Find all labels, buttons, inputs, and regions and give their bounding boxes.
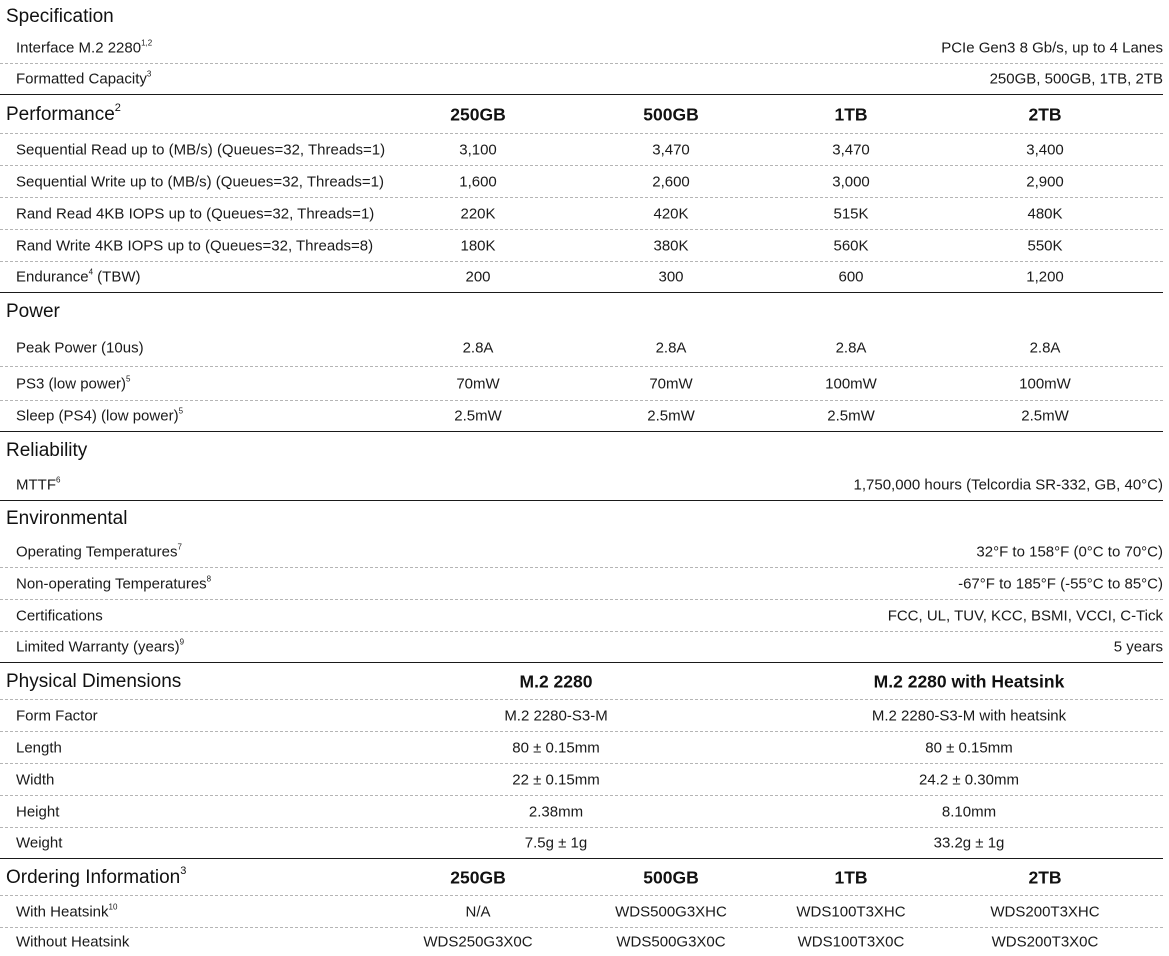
cell-2tb: WDS200T3X0C <box>991 933 1099 951</box>
specification-title: Specification <box>6 5 114 27</box>
col-header-2tb: 2TB <box>1028 867 1062 887</box>
cell-500gb: WDS500G3XHC <box>615 903 727 920</box>
row-label: Width <box>16 771 55 788</box>
cell-2tb: 1,200 <box>1026 268 1064 286</box>
cell-2tb: 3,400 <box>1026 141 1064 158</box>
row-label: With Heatsink$^{10}$ <box>16 902 118 920</box>
cell-2tb: 550K <box>1027 237 1063 254</box>
cell-500gb: 380K <box>653 237 689 254</box>
row-label: Height <box>16 803 60 820</box>
cell-2tb: 2,900 <box>1026 173 1064 190</box>
env-row-certifications <box>0 600 1163 632</box>
environmental-header <box>0 502 1163 536</box>
row-value: -67°F to 185°F (-55°C to 85°C) <box>958 575 1163 592</box>
row-value: 5 years <box>1113 638 1163 656</box>
ordering-header <box>0 860 1163 896</box>
order-row-without-heatsink <box>0 928 1163 956</box>
cell-1tb: 560K <box>833 237 869 254</box>
cell-500gb: 3,470 <box>652 141 690 158</box>
cell-250gb: 200 <box>465 268 491 286</box>
phys-row-length <box>0 732 1163 764</box>
row-label: Sequential Write up to (MB/s) (Queues=32, Threads=1) <box>16 173 384 190</box>
phys-row-form-factor <box>0 700 1163 732</box>
power-header <box>0 294 1163 330</box>
col-header-2tb: 2TB <box>1028 104 1062 124</box>
cell-1tb: 2.8A <box>835 339 867 357</box>
spec-row-interface <box>0 33 1163 64</box>
power-row-peak <box>0 330 1163 367</box>
env-row-operating <box>0 536 1163 568</box>
cell-250gb: 3,100 <box>459 141 497 158</box>
row-label: Peak Power (10us) <box>16 339 144 357</box>
performance-header <box>0 96 1163 134</box>
col-header-250gb: 250GB <box>450 104 506 124</box>
perf-row-seq-write <box>0 166 1163 198</box>
cell-m2-2280: 7.5g ± 1g <box>524 834 588 852</box>
cell-2tb: 2.8A <box>1029 339 1061 357</box>
row-label: Certifications <box>16 607 103 624</box>
col-header-500gb: 500GB <box>643 867 699 887</box>
cell-250gb: 180K <box>460 237 496 254</box>
reliability-header <box>0 433 1163 469</box>
cell-250gb: 1,600 <box>459 173 497 190</box>
col-header-m2-2280: M.2 2280 <box>519 671 593 691</box>
col-header-250gb: 250GB <box>450 867 506 887</box>
cell-250gb: WDS250G3X0C <box>423 933 533 951</box>
perf-row-rand-write <box>0 230 1163 262</box>
row-label: Rand Read 4KB IOPS up to (Queues=32, Threads=1) <box>16 205 375 222</box>
row-value: 1,750,000 hours (Telcordia SR-332, GB, 40°C) <box>853 476 1163 493</box>
performance-title: Performance$^2$ <box>6 102 121 125</box>
row-label: Endurance$^4$ (TBW) <box>16 267 141 286</box>
cell-m2-2280-heatsink: 8.10mm <box>941 803 997 820</box>
reliability-title: Reliability <box>6 440 88 461</box>
cell-1tb: WDS100T3XHC <box>796 903 906 920</box>
row-value: 250GB, 500GB, 1TB, 2TB <box>989 70 1163 88</box>
row-label: Weight <box>16 834 63 852</box>
row-label: MTTF$^6$ <box>16 475 61 493</box>
row-label: Form Factor <box>16 707 98 724</box>
row-label: Interface M.2 2280$^{1,2}$ <box>16 38 153 57</box>
cell-250gb: 2.8A <box>462 339 494 357</box>
cell-2tb: WDS200T3XHC <box>990 903 1100 920</box>
cell-500gb: 2.8A <box>655 339 687 357</box>
cell-500gb: 2,600 <box>652 173 690 190</box>
cell-2tb: 100mW <box>1019 375 1071 392</box>
power-row-ps3 <box>0 367 1163 401</box>
env-row-warranty <box>0 632 1163 663</box>
physical-header <box>0 664 1163 700</box>
row-label: Limited Warranty (years)$^9$ <box>16 637 185 656</box>
perf-row-seq-read <box>0 134 1163 166</box>
cell-m2-2280: 2.38mm <box>528 803 584 820</box>
col-header-m2-2280-heatsink: M.2 2280 with Heatsink <box>873 671 1065 691</box>
row-label: Non-operating Temperatures$^8$ <box>16 574 212 592</box>
phys-row-height <box>0 796 1163 828</box>
physical-title: Physical Dimensions <box>6 670 182 692</box>
specification-header <box>0 0 1163 33</box>
cell-250gb: 220K <box>460 205 496 222</box>
order-row-with-heatsink <box>0 896 1163 928</box>
cell-1tb: 100mW <box>825 375 877 392</box>
cell-500gb: WDS500G3X0C <box>616 933 726 951</box>
row-label: Formatted Capacity$^3$ <box>16 69 152 88</box>
cell-m2-2280-heatsink: 33.2g ± 1g <box>933 834 1005 852</box>
cell-250gb: 2.5mW <box>454 407 502 425</box>
cell-500gb: 300 <box>658 268 684 286</box>
cell-m2-2280-heatsink: 80 ± 0.15mm <box>925 739 1013 756</box>
cell-2tb: 2.5mW <box>1021 407 1069 425</box>
perf-row-endurance <box>0 262 1163 293</box>
power-row-sleep <box>0 401 1163 432</box>
phys-row-weight <box>0 828 1163 859</box>
row-label: PS3 (low power)$^5$ <box>16 374 131 392</box>
row-label: Rand Write 4KB IOPS up to (Queues=32, Threads=8) <box>16 237 374 254</box>
row-value: FCC, UL, TUV, KCC, BSMI, VCCI, C-Tick <box>887 607 1163 624</box>
cell-1tb: 515K <box>833 205 869 222</box>
cell-1tb: 2.5mW <box>827 407 875 425</box>
col-header-1tb: 1TB <box>834 867 868 887</box>
power-title: Power <box>6 301 60 322</box>
cell-250gb: N/A <box>465 903 491 920</box>
col-header-500gb: 500GB <box>643 104 699 124</box>
row-value: PCIe Gen3 8 Gb/s, up to 4 Lanes <box>941 39 1163 57</box>
row-label: Length <box>16 739 62 756</box>
ordering-title: Ordering Information$^3$ <box>6 865 187 888</box>
phys-row-width <box>0 764 1163 796</box>
environmental-title: Environmental <box>6 508 128 529</box>
row-label: Without Heatsink <box>16 933 130 951</box>
cell-1tb: 3,470 <box>832 141 870 158</box>
cell-1tb: 3,000 <box>832 173 870 190</box>
row-label: Sequential Read up to (MB/s) (Queues=32, Threads=1) <box>16 141 386 158</box>
row-label: Sleep (PS4) (low power)$^5$ <box>16 406 184 425</box>
row-value: 32°F to 158°F (0°C to 70°C) <box>976 543 1163 560</box>
cell-250gb: 70mW <box>456 375 500 392</box>
env-row-nonoperating <box>0 568 1163 600</box>
cell-1tb: 600 <box>838 268 864 286</box>
cell-500gb: 70mW <box>649 375 693 392</box>
col-header-1tb: 1TB <box>834 104 868 124</box>
cell-500gb: 2.5mW <box>647 407 695 425</box>
cell-m2-2280-heatsink: 24.2 ± 0.30mm <box>919 771 1019 788</box>
cell-m2-2280: M.2 2280-S3-M <box>504 707 608 724</box>
cell-2tb: 480K <box>1027 205 1063 222</box>
perf-row-rand-read <box>0 198 1163 230</box>
cell-500gb: 420K <box>653 205 689 222</box>
reliability-row-mttf <box>0 469 1163 501</box>
cell-m2-2280: 22 ± 0.15mm <box>512 771 600 788</box>
cell-m2-2280-heatsink: M.2 2280-S3-M with heatsink <box>871 707 1067 724</box>
cell-m2-2280: 80 ± 0.15mm <box>512 739 600 756</box>
cell-1tb: WDS100T3X0C <box>797 933 905 951</box>
row-label: Operating Temperatures$^7$ <box>16 542 182 560</box>
spec-row-capacity <box>0 64 1163 95</box>
